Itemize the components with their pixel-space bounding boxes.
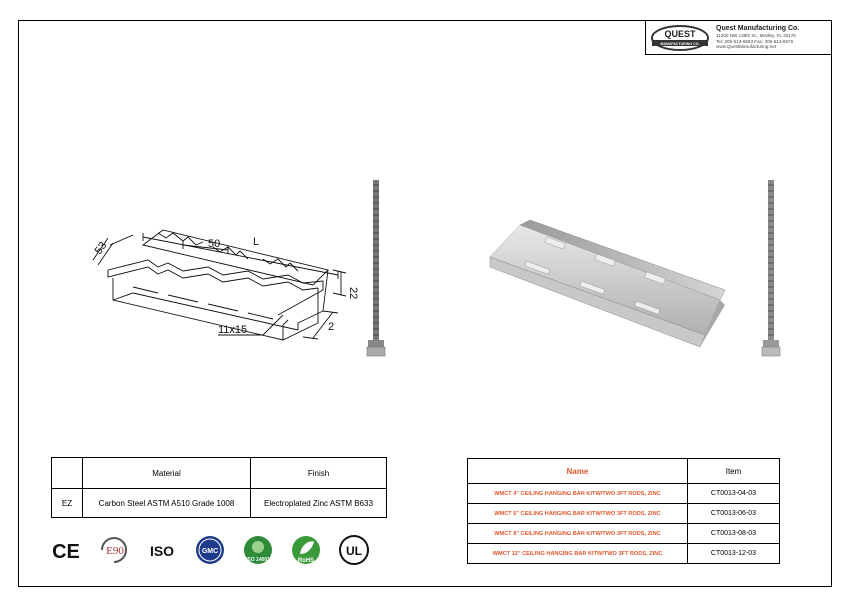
material-table [51,457,387,518]
item-name: WMCT 12" CEILING HANGING BAR KITW/TWO 3FT RODS, ZINC [468,544,688,564]
company-address: 11200 NW 138th St., Medley, FL 33178 [716,33,796,39]
svg-text:CE: CE [52,541,80,563]
company-phone: Tel: 305-513-8583 Fax: 305-513-8676 [716,38,794,44]
svg-text:GMC: GMC [201,548,219,555]
material-header-material: Material [83,458,251,489]
svg-text:E90: E90 [106,545,124,557]
table-row [52,489,387,518]
item-code: CT0013-12-03 [688,544,780,564]
material-header-code [52,458,83,489]
table-row [468,484,780,504]
svg-text:ISO: ISO [149,543,175,559]
dimension-slot-pitch: 50 [208,238,221,250]
item-name: WMCT 4" CEILING HANGING BAR KITW/TWO 3FT RODS, ZINC [468,484,688,504]
material-header-finish: Finish [251,458,387,489]
dimension-thickness: 2 [328,321,335,333]
iso14001-icon [242,534,274,566]
ul-icon [338,534,370,566]
item-table [467,458,780,564]
svg-text:ISO 14001: ISO 14001 [246,557,270,563]
company-info [716,25,799,49]
e90-icon [98,534,130,566]
iso-icon [146,534,178,566]
dimension-slot: 11x15 [218,324,248,336]
item-header-name: Name [468,459,688,484]
item-name: WMCT 8" CEILING HANGING BAR KITW/TWO 3FT RODS, ZINC [468,524,688,544]
threaded-rod-render [762,180,780,356]
table-row [468,504,780,524]
item-header-item: Item [688,459,780,484]
table-row [468,544,780,564]
finish-value: Electroplated Zinc ASTM B633 [251,489,387,518]
item-code: CT0013-08-03 [688,524,780,544]
item-name: WMCT 6" CEILING HANGING BAR KITW/TWO 3FT RODS, ZINC [468,504,688,524]
material-value: Carbon Steel ASTM A510 Grade 1008 [83,489,251,518]
dimension-width: 53 [92,239,110,257]
gmc-icon [194,534,226,566]
dimension-height: 22 [347,287,359,300]
item-code: CT0013-06-03 [688,504,780,524]
svg-text:RoHS: RoHS [297,558,315,564]
logo-subtext: MANUFACTURING CO. [660,41,700,46]
company-name: Quest Manufacturing Co. [716,25,800,33]
threaded-rod-drawing [367,180,385,356]
company-web: www.QuestManufacturing.net [716,44,777,50]
quest-logo [650,24,710,52]
item-code: CT0013-04-03 [688,484,780,504]
dimension-length: L [253,236,260,248]
table-row [468,524,780,544]
technical-drawing [88,175,398,365]
product-render [485,175,785,365]
title-block [645,21,832,55]
material-code: EZ [52,489,83,518]
certification-logos [50,534,370,566]
rohs-icon [290,534,322,566]
ce-mark-icon [50,534,82,566]
svg-text:UL: UL [346,544,362,558]
logo-text: QUEST [664,28,696,39]
